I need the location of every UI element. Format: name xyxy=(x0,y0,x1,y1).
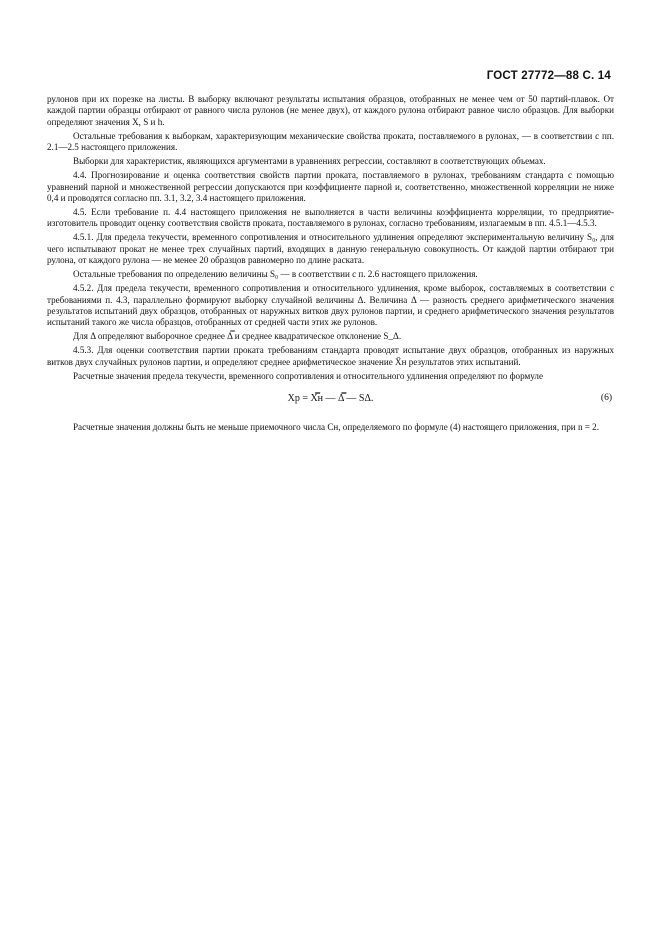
paragraph-4-5-2: 4.5.2. Для предела текучести, временного сопротивления и относительного удлинения, кроме выборок, составляемых в соответствии с требованиями п. 4.3, параллельно формируют выборку случайной величины Δ. Величина Δ — разность среднего арифметического значения результатов испытаний двух образцов, отобранных от наружных витков двух рулонов партии, и среднего арифметического значения результатов испытаний такого же числа образцов, отобранных от средней части этих же рулонов. xyxy=(47,283,614,328)
paragraph-4-5-1: 4.5.1. Для предела текучести, временного сопротивления и относительного удлинения определяют экспериментальную величину S₀, для чего испытывают прокат не менее трех случайных партий, входящих в данную генеральную совокупность. От каждой партии отбирают три рулона, от каждого рулона — не менее 20 образцов равномерно по длине раската. xyxy=(47,232,614,266)
formula-expression: Xр = X̿н — Δ̿ — SΔ. xyxy=(287,393,374,405)
paragraph-4-5: 4.5. Если требование п. 4.4 настоящего приложения не выполняется в части величины коэффициента корреляции, то предприятие-изготовитель проводит оценку соответствия свойств проката, поставляемого в рулонах, согласно требованиям, излагаемым в пп. 4.5.1—4.5.3. xyxy=(47,207,614,229)
paragraph-continuation: рулонов при их порезке на листы. В выборку включают результаты испытания образцов, отобранных не менее чем от 50 партий-плавок. От каждой партии образцы отбирают от равного числа рулонов (не менее двух), от каждого рулона отбирают равное число образцов. Для выборки определяют значения X, S и h. xyxy=(47,94,614,127)
page-header: ГОСТ 27772—88 С. 14 xyxy=(486,70,611,82)
paragraph-delta-mean: Для Δ определяют выборочное среднее Δ̿ и среднее квадратическое отклонение S_Δ. xyxy=(73,331,402,342)
paragraph-s0-requirements: Остальные требования по определению величины S₀ — в соответствии с п. 2.6 настоящего приложения. xyxy=(73,269,478,280)
paragraph-4-4: 4.4. Прогнозирование и оценка соответствия свойств партии проката, поставляемого в рулонах, требованиям стандарта с помощью уравнений парной и множественной регрессии допускаются при коэффициенте парной и, соответственно, множественной корреляции не ниже 0,4 и проводятся согласно пп. 3.1, 3.2, 3.4 настоящего приложения. xyxy=(47,170,614,204)
paragraph-4-5-3: 4.5.3. Для оценки соответствия партии проката требованиям стандарта проводят испытание двух образцов, отобранных из наружных витков двух случайных рулонов партии, и определяют среднее арифметическое значение X̄н результатов этих испытаний. xyxy=(47,345,614,367)
document-body xyxy=(47,94,614,436)
paragraph-regression-samples: Выборки для характеристик, являющихся аргументами в уравнениях регрессии, составляют в соответствующих объемах. xyxy=(73,156,546,167)
formula-number: (6) xyxy=(600,393,612,404)
paragraph-formula-intro: Расчетные значения предела текучести, временного сопротивления и относительного удлинения определяют по формуле xyxy=(73,370,543,381)
paragraph-sample-requirements: Остальные требования к выборкам, характеризующим механические свойства проката, поставляемого в рулонах, — в соответствии с пп. 2.1—2.5 настоящего приложения. xyxy=(47,130,614,153)
formula-6 xyxy=(47,389,614,411)
paragraph-closing: Расчетные значения должны быть не меньше приемочного числа Cн, определяемого по формуле (4) настоящего приложения, при n = 2. xyxy=(73,422,599,433)
